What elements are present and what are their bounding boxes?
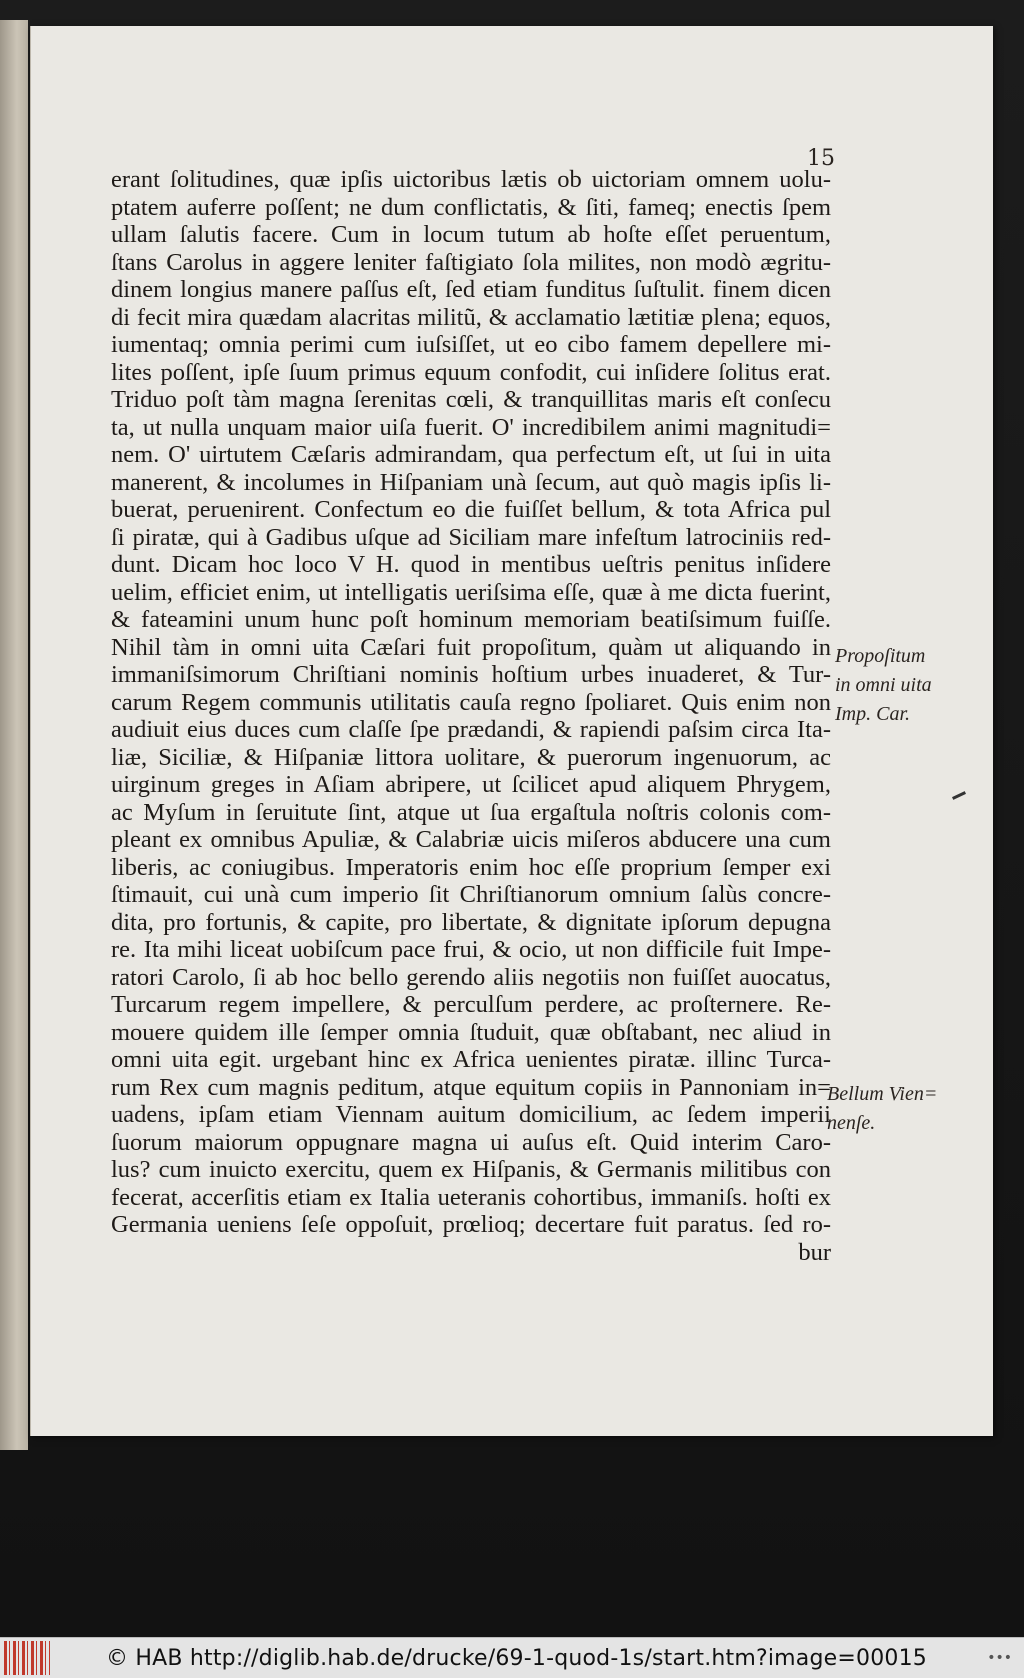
text-line: bur	[798, 1238, 831, 1266]
previous-page-edge	[0, 20, 28, 1450]
text-line: ullam ſalutis facere. Cum in locum tutum ab hoſte eſſet peruentum,	[111, 221, 831, 248]
text-line: uadens, ipſam etiam Viennam auitum domicilium, ac ſedem imperii	[111, 1101, 831, 1128]
text-line: dinem longius manere paſſus eſt, ſed etiam funditus ſuſtulit. finem dicen	[111, 276, 831, 303]
text-line: nem. O' uirtutem Cæſaris admirandam, qua perfectum eſt, ut ſui in uita	[111, 441, 831, 468]
marginal-note-line: Bellum Vien=	[827, 1083, 938, 1105]
marginal-note-line: Propoſitum	[835, 645, 926, 667]
text-line: carum Regem communis utilitatis cauſa regno ſpoliaret. Quis enim non	[111, 688, 831, 716]
text-line: manerent, & incolumes in Hiſpaniam unà ſecum, aut quò magis ipſis li-	[111, 468, 831, 496]
text-line: dunt. Dicam hoc loco V H. quod in mentibus ueſtris penitus inſidere	[111, 551, 831, 578]
text-line: di fecit mira quædam alacritas militũ, & acclamatio lætitiæ plena; equos,	[111, 303, 831, 331]
text-line: re. Ita mihi liceat uobiſcum pace frui, & ocio, ut non difficile fuit Impe-	[111, 936, 831, 963]
text-line: Germania ueniens ſeſe oppoſuit, prœlioq; decertare fuit paratus. ſed ro-	[111, 1211, 831, 1238]
marginal-note-propositum	[835, 642, 965, 729]
text-line: uirginum greges in Aſiam abripere, ut ſcilicet apud aliquem Phrygem,	[111, 771, 831, 798]
text-line: liberis, ac coniugibus. Imperatoris enim hoc eſſe proprium ſemper exi	[111, 853, 831, 881]
text-line: iumentaq; omnia perimi cum iuſsiſſet, ut eo cibo famem depellere mi-	[111, 331, 831, 358]
text-line: dita, pro fortunis, & capite, pro libertate, & dignitate ipſorum depugna	[111, 908, 831, 936]
text-line: audiuit eius duces cum claſſe ſpe prædandi, & rapiendi paſsim circa Ita-	[111, 716, 831, 743]
more-icon[interactable]: •••	[987, 1650, 1012, 1666]
book-page	[30, 26, 993, 1436]
page-number: 15	[807, 146, 835, 171]
text-line: fecerat, accerſitis etiam ex Italia ueteranis cohortibus, immaniſs. hoſti ex	[111, 1183, 831, 1211]
footer-bar	[0, 1637, 1024, 1678]
text-line: buerat, peruenirent. Confectum eo die fuiſſet bellum, & tota Africa pul	[111, 496, 831, 523]
text-line: ta, ut nulla unquam maior uiſa fuerit. O' incredibilem animi magnitudi=	[111, 413, 831, 441]
text-line: ratori Carolo, ſi ab hoc bello gerendo aliis negotiis non fuiſſet auocatus,	[111, 963, 831, 991]
text-line: ſuorum maiorum oppugnare magna ui auſus eſt. Quid interim Caro-	[111, 1128, 831, 1156]
marginal-note-line: nenſe.	[827, 1112, 876, 1134]
text-line: uelim, efficiet enim, ut intelligatis ueriſsima eſſe, quæ à me dicta fuerint,	[111, 578, 831, 606]
text-line: ac Myſum in ſeruitute ſint, atque ut ſua ergaſtula noſtris colonis com-	[111, 798, 831, 826]
text-line: Triduo poſt tàm magna ſerenitas cœli, & tranquillitas maris eſt conſecu	[111, 386, 831, 413]
text-line: rum Rex cum magnis peditum, atque equitum copiis in Pannoniam in=	[111, 1073, 831, 1101]
text-line: ſi piratæ, qui à Gadibus uſque ad Siciliam mare infeſtum latrociniis red-	[111, 523, 831, 551]
text-line: lus? cum inuicto exercitu, quem ex Hiſpanis, & Germanis militibus con	[111, 1156, 831, 1183]
text-line: erant ſolitudines, quæ ipſis uictoribus lætis ob uictoriam omnem uolu-	[111, 166, 831, 193]
text-line: Nihil tàm in omni uita Cæſari fuit propoſitum, quàm ut aliquando in	[111, 633, 831, 661]
marginal-note-line: in omni uita	[835, 674, 932, 696]
text-line: ſtans Carolus in aggere leniter faſtigiato ſola milites, non modò ægritu-	[111, 248, 831, 276]
body-text	[111, 166, 831, 1266]
copyright-url-text[interactable]: © HAB http://diglib.hab.de/drucke/69-1-quod-1s/start.htm?image=00015	[106, 1645, 928, 1671]
text-line: lites poſſent, ipſe ſuum primus equum confodit, cui inſidere ſolitus erat.	[111, 358, 831, 386]
text-line: ſtimauit, cui unà cum imperio ſit Chriſtianorum omnium ſalùs concre-	[111, 881, 831, 908]
text-line: pleant ex omnibus Apuliæ, & Calabriæ uicis miſeros abducere una cum	[111, 826, 831, 853]
text-line: ptatem auferre poſſent; ne dum conflictatis, & ſiti, fameq; enectis ſpem	[111, 193, 831, 221]
text-line: Turcarum regem impellere, & perculſum perdere, ac proſternere. Re-	[111, 991, 831, 1018]
marginal-note-bellum	[827, 1080, 957, 1138]
barcode-icon	[4, 1641, 50, 1675]
text-line: liæ, Siciliæ, & Hiſpaniæ littora uolitare, & puerorum ingenuorum, ac	[111, 743, 831, 771]
text-line: mouere quidem ille ſemper omnia ſtuduit, quæ obſtabant, nec aliud in	[111, 1018, 831, 1046]
text-line: immaniſsimorum Chriſtiani nominis hoſtium urbes inuaderet, & Tur-	[111, 661, 831, 688]
text-line: & fateamini unum hunc poſt hominum memoriam beatiſsimum fuiſſe.	[111, 606, 831, 633]
text-line: omni uita egit. urgebant hinc ex Africa uenientes piratæ. illinc Turca-	[111, 1046, 831, 1073]
marginal-note-line: Imp. Car.	[835, 703, 911, 725]
pencil-mark	[952, 791, 966, 800]
